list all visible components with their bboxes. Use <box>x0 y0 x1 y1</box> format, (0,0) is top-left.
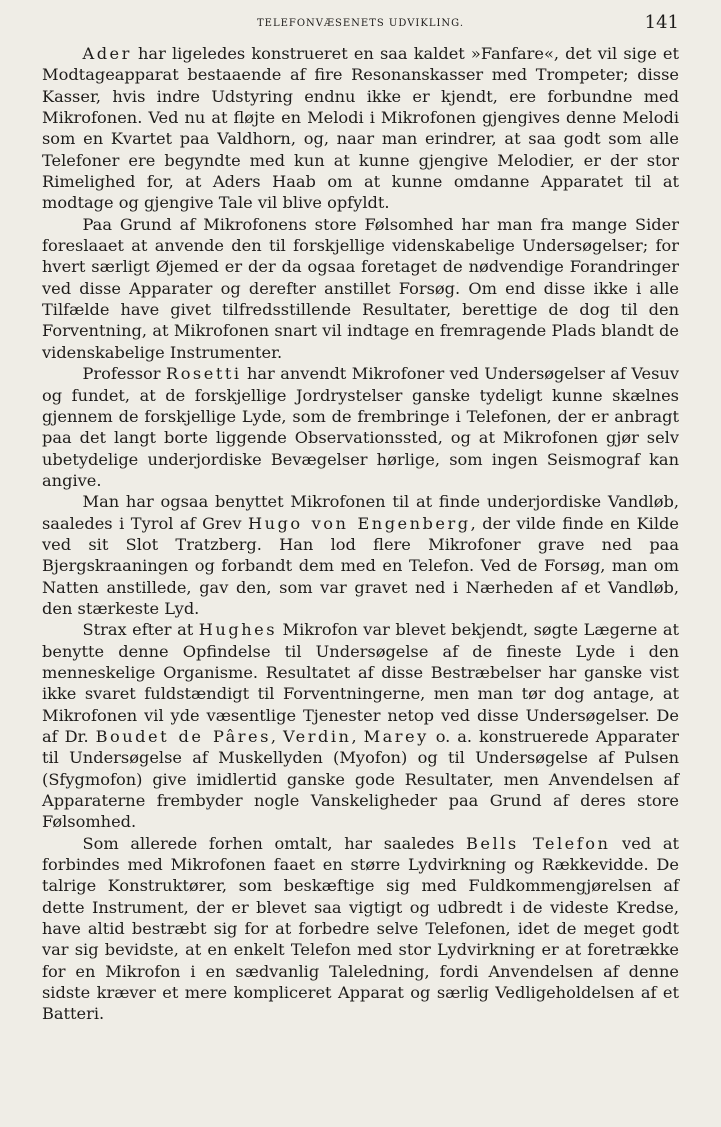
spaced-name: Boudet de Pâres <box>95 727 271 746</box>
text-run: har ligeledes konstrueret en saa kaldet »Fanfare«, det vil sige et Modtageapparat bestaaende af fire Resonanskasser med Trompeter; disse Kasser, hvis indre Udstyring endnu ikke er kjendt, ere forbundne med Mikrofonen. Ved nu at fløjte en Melodi i Mikrofonen gjengives denne Melodi som en Kvartet paa Valdhorn, og, naar man erindrer, at saa godt som alle Telefoner ere begyndte med kun at kunne gjengive Melodier, er der stor Rimelighed for, at Aders Haab om at kunne omdanne Apparatet til at modtage og gjengive Tale vil blive opfyldt. <box>42 44 679 213</box>
paragraph <box>42 491 679 619</box>
spaced-name: Verdin <box>282 727 352 746</box>
spaced-name: Bells Telefon <box>466 833 611 853</box>
page-number: 141 <box>644 12 679 33</box>
spaced-name: Hughes <box>198 620 278 640</box>
text-run: , der vilde finde en Kilde ved sit Slot Tratzberg. Han lod flere Mikrofoner grave ned paa Bjergskraaningen og forbandt dem med en Telefon. Ved de Forsøg, man om Natten anstillede, gav den, som var gravet ned i Nærheden af et Vandløb, den stærkeste Lyd. <box>42 513 679 618</box>
paragraph <box>42 363 679 491</box>
text-run: Strax efter at <box>82 620 199 640</box>
running-head <box>42 10 679 40</box>
spaced-name: Hugo von Engenberg <box>247 513 471 533</box>
text-run: Man har ogsaa benyttet Mikrofonen til at finde underjordiske Vandløb, saaledes i Tyrol af Grev <box>42 492 679 533</box>
paragraph <box>42 619 679 832</box>
text-run: , <box>270 727 283 746</box>
spaced-name: Rosetti <box>166 364 242 384</box>
spaced-name: Ader <box>82 44 132 63</box>
text-run: o. a. konstruerede Apparater til Undersøgelse af Muskellyden (Myofon) og til Undersøgelse af Pulsen (Sfygmofon) give imidlertid ganske gode Resultater, men Anvendelsen af Apparaterne frembyder nogle Vanskeligheder paa Grund af deres store Følsomhed. <box>42 727 680 832</box>
paragraph <box>42 214 679 363</box>
paragraph <box>42 43 679 214</box>
text-run: ved at forbindes med Mikrofonen faaet en større Lydvirkning og Rækkevidde. De talrige Konstruktører, som beskæftige sig med Fuldkommengjørelsen af dette Instrument, der er blevet saa vigtigt og udbredt i de videste Kredse, have altid bestræbt sig for at forbedre selve Telefonen, idet de meget godt var sig bevidste, at en enkelt Telefon med stor Lydvirkning er at foretrække for en Mikrofon i en sædvanlig Taleledning, fordi Anvendelsen af denne sidste kræver et mere kompliceret Apparat og særlig Vedligeholdelsen af et Batteri. <box>42 833 679 1024</box>
text-run: Paa Grund af Mikrofonens store Følsomhed har man fra mange Sider foreslaaet at anvende den til forskjellige videnskabelige Undersøgelser; for hvert særligt Øjemed er der da ogsaa foretaget de nødvendige Forandringer ved disse Apparater og derefter anstillet Forsøg. Om end disse ikke i alle Tilfælde have givet tilfredsstillende Resultater, berettige de dog til den Forventning, at Mikrofonen snart vil indtage en fremragende Plads blandt de videnskabelige Instrumenter. <box>42 214 679 362</box>
text-run: , <box>351 727 364 746</box>
running-title: TELEFONVÆSENETS UDVIKLING. <box>257 18 464 29</box>
text-run: Mikrofon var blevet bekjendt, søgte Lægerne at benytte denne Opfindelse til Undersøgelse af de fineste Lyde i den menneskelige Organisme. Resultatet af disse Bestræbelser har ganske vist ikke svaret fuldstændigt til Forventningerne, men man tør dog antage, at Mikrofonen vil yde væsentlige Tjenester netop ved disse Undersøgelser. De af Dr. <box>42 620 679 746</box>
text-run: Professor <box>82 364 166 384</box>
paragraph <box>42 833 679 1025</box>
text-run: har anvendt Mikrofoner ved Undersøgelser af Vesuv og fundet, at de forskjellige Jordrystelser ganske tydeligt kunne skælnes gjennem de forskjellige Lyde, som de frembringe i Telefonen, der er anbragt paa det langt borte liggende Observationssted, og at Mikrofonen gjør selv ubetydelige underjordiske Bevægelser hørlige, som ingen Seismograf kan angive. <box>42 364 679 490</box>
spaced-name: Marey <box>363 727 429 746</box>
text-run: Som allerede forhen omtalt, har saaledes <box>82 833 467 853</box>
body-text <box>42 43 679 1025</box>
